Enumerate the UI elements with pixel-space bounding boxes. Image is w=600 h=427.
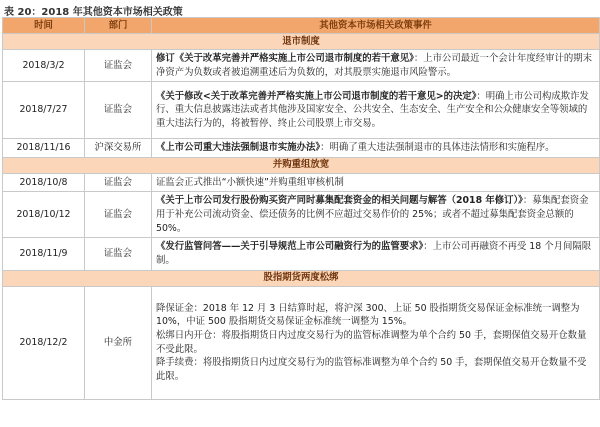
- table-row: [3, 238, 600, 270]
- cell-dept: 证监会: [85, 173, 152, 192]
- event-text: ：明确上市公司构成欺诈发行、重大信息披露违法或者其他涉及国家安全、公共安全、生态安全、生产安全和公众健康安全等领域的重大违法行为的，将被暂停、终止公司股票上市交易。: [156, 90, 589, 129]
- cell-event: [152, 173, 600, 192]
- cell-event: [152, 286, 600, 399]
- table-row: [3, 192, 600, 238]
- event-title: 《关于上市公司发行股份购买资产同时募集配套资金的相关问题与解答（2018 年修订）》: [156, 195, 523, 207]
- cell-dept: 证监会: [85, 50, 152, 82]
- cell-time: 2018/7/27: [3, 82, 85, 139]
- cell-dept: 证监会: [85, 82, 152, 139]
- section-row: [3, 157, 600, 173]
- cell-event: [152, 50, 600, 82]
- cell-event: [152, 238, 600, 270]
- cell-time: 2018/3/2: [3, 50, 85, 82]
- cell-time: 2018/11/16: [3, 139, 85, 158]
- cell-time: 2018/10/8: [3, 173, 85, 192]
- event-text: ：募集配套资金用于补充公司流动资金、偿还债务的比例不应超过交易作价的 25%；或者不超过募集配套资金总额的 50%。: [156, 195, 589, 234]
- cell-dept: 证监会: [85, 238, 152, 270]
- event-title: 修订《关于改革完善并严格实施上市公司退市制度的若干意见》: [156, 53, 414, 64]
- section-mna: 并购重组放宽: [3, 157, 600, 173]
- cell-event: [152, 82, 600, 139]
- table-row: [3, 139, 600, 158]
- table-row: [3, 173, 600, 192]
- header-row: [3, 18, 600, 34]
- event-text: ：上市公司最近一个会计年度经审计的期末净资产为负数或者被追溯重述后为负数的，对其股票实施退市风险警示。: [156, 53, 592, 78]
- event-text: ：明确了重大违法强制退市的具体违法情形和实施程序。: [320, 142, 555, 154]
- table-row: [3, 286, 600, 399]
- event-text: 证监会正式推出“小额快速”并购重组审核机制: [156, 176, 344, 188]
- cell-time: 2018/12/2: [3, 286, 85, 399]
- cell-dept: 证监会: [85, 192, 152, 238]
- section-delisting: 退市制度: [3, 34, 600, 50]
- table-row: [3, 82, 600, 139]
- cell-time: 2018/11/9: [3, 238, 85, 270]
- cell-time: 2018/10/12: [3, 192, 85, 238]
- cell-event: [152, 192, 600, 238]
- table-caption: 表 20：2018 年其他资本市场相关政策: [4, 7, 183, 18]
- header-dept: 部门: [85, 18, 152, 34]
- event-paragraph: 降保证金：2018 年 12 月 3 日结算时起，将沪深 300、上证 50 股指期货交易保证金标准统一调整为 10%，中证 500 股指期货交易保证金标准统一调整为 15%。: [156, 302, 580, 328]
- header-time: 时间: [3, 18, 85, 34]
- event-title: 《上市公司重大违法强制退市实施办法》: [156, 142, 321, 154]
- table-row: [3, 50, 600, 82]
- cell-event: [152, 139, 600, 158]
- cell-dept: 沪深交易所: [85, 139, 152, 158]
- cell-dept: 中金所: [85, 286, 152, 399]
- event-paragraph: 降手续费：将股指期货日内过度交易行为的监管标准调整为单个合约 50 手，套期保值交易开仓数量不受此限。: [156, 357, 587, 382]
- section-futures: 股指期货两度松绑: [3, 270, 600, 286]
- event-paragraph: 松绑日内开仓：将股指期货日内过度交易行为的监管标准调整为单个合约 50 手，套期保值交易开仓数量不受此限。: [156, 329, 587, 355]
- event-title: 《发行监管问答——关于引导规范上市公司融资行为的监管要求》: [156, 241, 424, 253]
- policy-table: [2, 17, 600, 400]
- header-event: 其他资本市场相关政策事件: [152, 18, 600, 34]
- event-title: 《关于修改<关于改革完善并严格实施上市公司退市制度的若干意见>的决定》: [156, 90, 477, 102]
- section-row: [3, 270, 600, 286]
- event-text: ：上市公司再融资不再受 18 个月间隔限制。: [156, 241, 592, 266]
- section-row: [3, 34, 600, 50]
